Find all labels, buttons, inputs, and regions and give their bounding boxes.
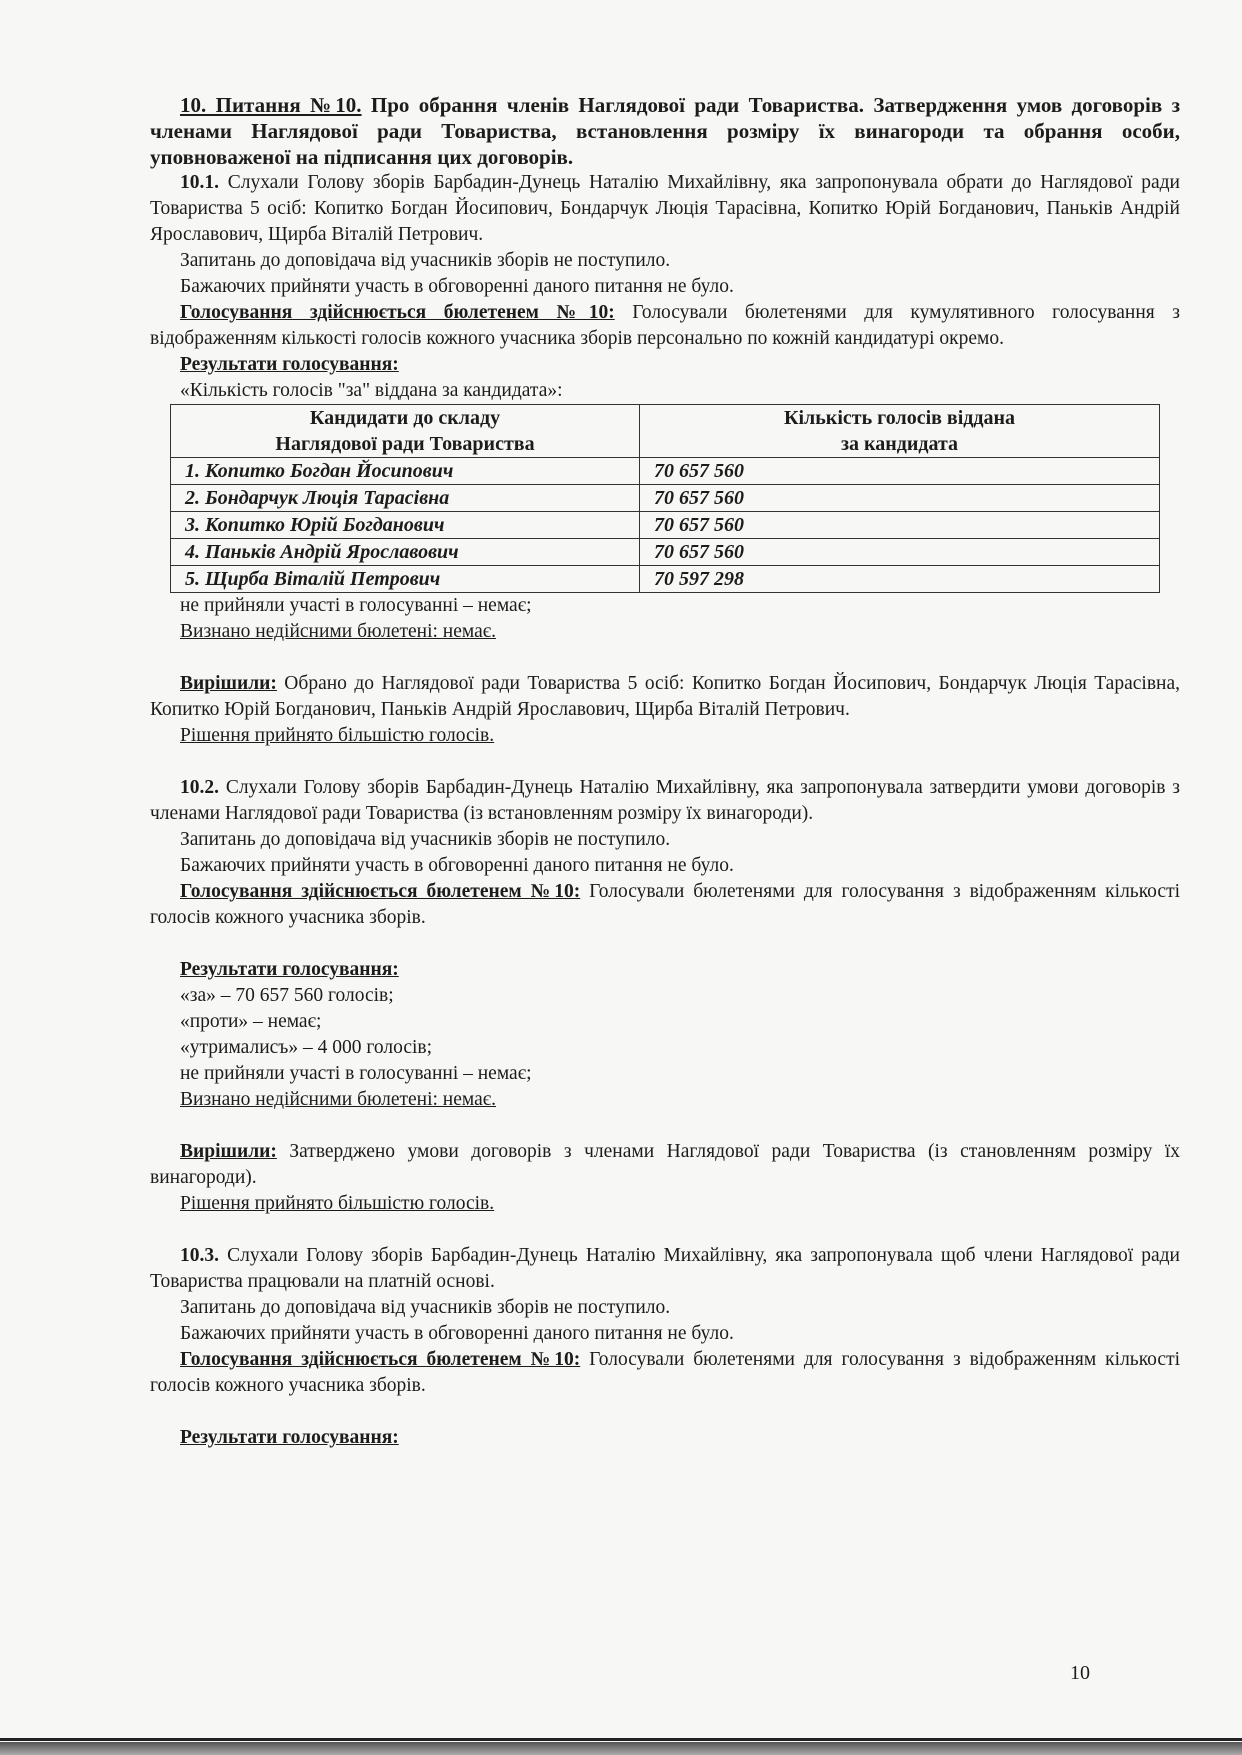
s3-voting-text: Голосували бюлетенями для голосування з відображенням кількості голосів кожного учасника зборів. [150, 1349, 1181, 1396]
s2-decided-text: Затверджено умови договорів з членами Наглядової ради Товариства (із становленням розміру їх винагороди). [150, 1141, 1180, 1188]
s3-results-label: Результати голосування: [180, 1427, 399, 1448]
table-header-row [171, 405, 1160, 458]
s2-intro-text: Слухали Голову зборів Барбадин-Дунець Наталію Михайлівну, яка запропонувала затвердити умови договорів з членами Наглядової ради Товариства (із встановленням розміру їх винагороди). [150, 777, 1180, 824]
s2-voting [150, 879, 1180, 931]
s1-no-discussion: Бажаючих прийняти участь в обговоренні даного питання не було. [180, 276, 734, 297]
candidate-votes: 70 657 560 [640, 485, 1160, 512]
s1-decided-label: Вирішили: [180, 673, 277, 694]
s2-invalid: Визнано недійсними бюлетені: немає. [180, 1089, 496, 1110]
s2-against: «проти» – немає; [180, 1011, 322, 1032]
s2-number: 10.2. [180, 777, 219, 798]
table-row [171, 512, 1160, 539]
s1-no-questions: Запитань до доповідача від учасників зборів не поступило. [180, 250, 671, 271]
document-body [150, 92, 1180, 1451]
s2-no-questions: Запитань до доповідача від учасників зборів не поступило. [180, 829, 671, 850]
s1-intro-text: Слухали Голову зборів Барбадин-Дунець Наталію Михайлівну, яка запропонувала обрати до Наглядової ради Товариства 5 осіб: Копитко Богдан Йосипович, Бондарчук Люція Тарасівна, Копитко Юрій Богданович, Паньків Андрій Ярославович, Щирба Віталій Петрович. [150, 172, 1180, 245]
s1-majority: Рішення прийнято більшістю голосів. [180, 725, 495, 746]
s3-intro-text: Слухали Голову зборів Барбадин-Дунець Наталію Михайлівну, яка запропонувала щоб члени Наглядової ради Товариства працювали на платній основі. [150, 1245, 1180, 1292]
table-row [171, 539, 1160, 566]
candidate-votes: 70 657 560 [640, 512, 1160, 539]
question-number: 10. Питання №10. [180, 93, 362, 117]
col-candidates-header [171, 405, 640, 458]
s3-no-questions: Запитань до доповідача від учасників зборів не поступило. [180, 1297, 671, 1318]
col2-line2: за кандидата [840, 433, 959, 455]
candidate-name: 5. Щирба Віталій Петрович [171, 566, 640, 593]
candidate-name: 2. Бондарчук Люція Тарасівна [171, 485, 640, 512]
s3-voting [150, 1347, 1180, 1399]
s2-decision [150, 1139, 1180, 1191]
col-votes-header [640, 405, 1160, 458]
s1-voting [150, 300, 1180, 352]
question-title: Про обрання членів Наглядової ради Товариства. Затвердження умов договорів з членами Наглядової ради Товариства, встановлення розміру їх винагороди та обрання особи, уповноваженої на підписання цих договорів. [150, 93, 1181, 169]
scan-edge-shadow [0, 1742, 1242, 1755]
s2-decided-label: Вирішили: [180, 1141, 277, 1162]
candidate-name: 3. Копитко Юрій Богданович [171, 512, 640, 539]
page-number: 10 [1070, 1662, 1090, 1684]
s2-majority: Рішення прийнято більшістю голосів. [180, 1193, 495, 1214]
spacer [150, 1399, 1180, 1425]
s2-no-discussion: Бажаючих прийняти участь в обговоренні даного питання не було. [180, 855, 734, 876]
spacer [150, 645, 1180, 671]
table-row [171, 485, 1160, 512]
s1-intro [150, 170, 1180, 248]
s1-results-caption: «Кількість голосів "за" віддана за кандидата»: [180, 380, 563, 401]
s1-number: 10.1. [180, 172, 219, 193]
scan-edge [0, 1738, 1242, 1741]
col1-line2: Наглядової ради Товариства [275, 433, 535, 455]
s3-no-discussion: Бажаючих прийняти участь в обговоренні даного питання не було. [180, 1323, 734, 1344]
s2-intro [150, 775, 1180, 827]
candidate-name: 1. Копитко Богдан Йосипович [171, 458, 640, 485]
candidate-votes: 70 657 560 [640, 458, 1160, 485]
col2-line1: Кількість голосів віддана [783, 407, 1016, 429]
s1-voting-text: Голосували бюлетенями для кумулятивного голосування з відображенням кількості голосів кожного учасника зборів персонально по кожній кандидатурі окремо. [150, 302, 1180, 349]
s2-abstained: «утрималисъ» – 4 000 голосів; [180, 1037, 433, 1058]
spacer [150, 749, 1180, 775]
s1-results-label: Результати голосування: [180, 354, 399, 375]
s1-decided-text: Обрано до Наглядової ради Товариства 5 осіб: Копитко Богдан Йосипович, Бондарчук Люція Тарасівна, Копитко Юрій Богданович, Паньків Андрій Ярославович, Щирба Віталій Петрович. [150, 673, 1180, 720]
s2-voting-label: Голосування здійснюється бюлетенем №10: [180, 881, 581, 902]
candidate-name: 4. Паньків Андрій Ярославович [171, 539, 640, 566]
spacer [150, 931, 1180, 957]
spacer [150, 1217, 1180, 1243]
s1-not-participated: не прийняли участі в голосуванні – немає; [180, 595, 532, 616]
s3-number: 10.3. [180, 1245, 219, 1266]
s3-intro [150, 1243, 1180, 1295]
question-heading [150, 92, 1180, 170]
col1-line1: Кандидати до складу [309, 407, 501, 429]
candidate-votes: 70 597 298 [640, 566, 1160, 593]
candidate-votes: 70 657 560 [640, 539, 1160, 566]
s1-invalid: Визнано недійсними бюлетені: немає. [180, 621, 496, 642]
candidates-table [170, 404, 1160, 593]
s2-results-label: Результати голосування: [180, 959, 399, 980]
s1-voting-label: Голосування здійснюється бюлетенем №10: [180, 302, 615, 323]
table-row [171, 566, 1160, 593]
spacer [150, 1113, 1180, 1139]
s2-voting-text: Голосували бюлетенями для голосування з відображенням кількості голосів кожного учасника зборів. [150, 881, 1181, 928]
s1-decision [150, 671, 1180, 723]
s2-not-participated: не прийняли участі в голосуванні – немає; [180, 1063, 532, 1084]
table-row [171, 458, 1160, 485]
s3-voting-label: Голосування здійснюється бюлетенем №10: [180, 1349, 581, 1370]
s2-for: «за» – 70 657 560 голосів; [180, 985, 394, 1006]
